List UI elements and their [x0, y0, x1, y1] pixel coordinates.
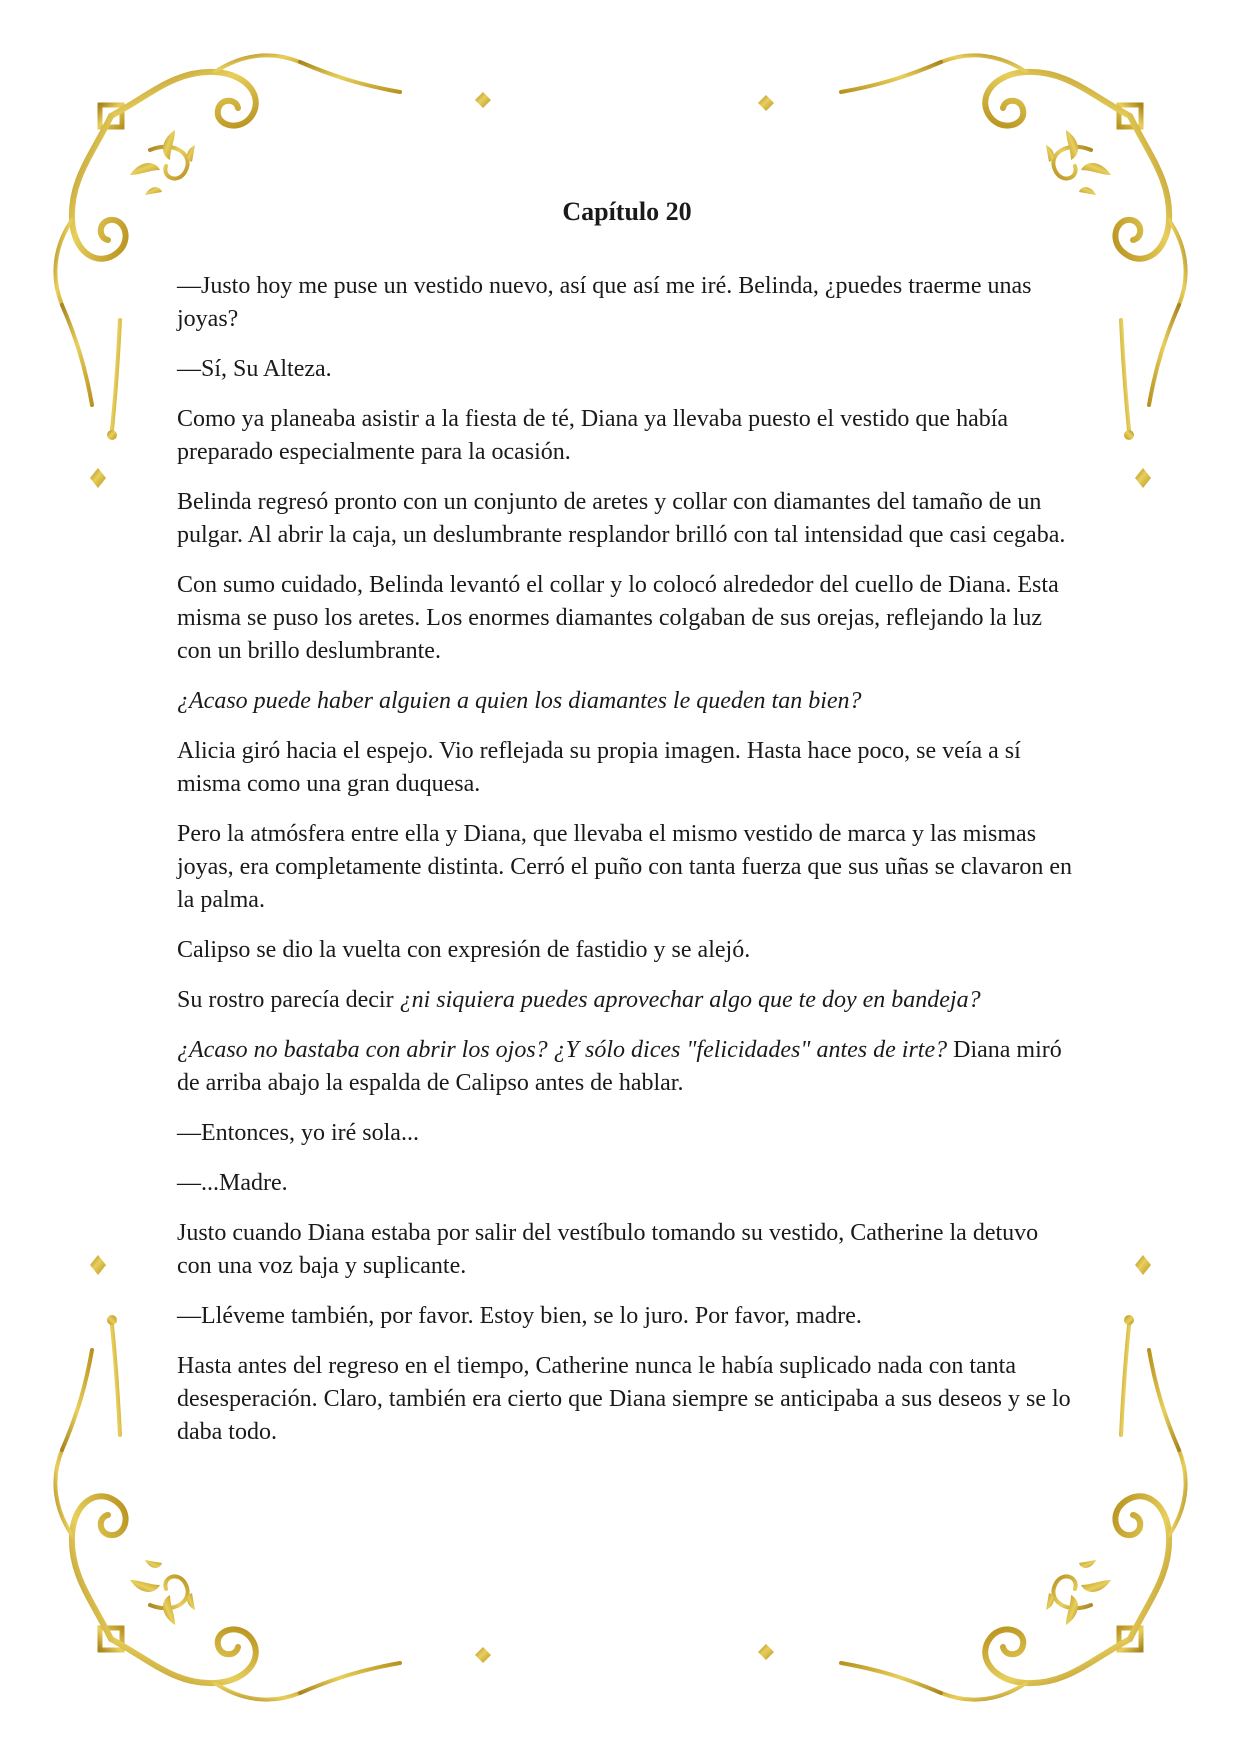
text-run: —...Madre.: [177, 1170, 288, 1196]
text-run: —Justo hoy me puse un vestido nuevo, así que así me iré. Belinda, ¿puedes traerme unas joyas?: [177, 273, 1032, 332]
text-run: Como ya planeaba asistir a la fiesta de té, Diana ya llevaba puesto el vestido que había preparado especialmente para la ocasión.: [177, 406, 1009, 465]
paragraph: [177, 1117, 1077, 1150]
italic-text: ¿ni siquiera puedes aprovechar algo que te doy en bandeja?: [399, 987, 981, 1013]
text-run: Su rostro parecía decir: [177, 987, 400, 1013]
paragraph: [177, 818, 1077, 917]
text-run: Alicia giró hacia el espejo. Vio reflejada su propia imagen. Hasta hace poco, se veía a sí misma como una gran duquesa.: [177, 738, 1021, 797]
text-run: Hasta antes del regreso en el tiempo, Catherine nunca le había suplicado nada con tanta desesperación. Claro, también era cierto que Diana siempre se anticipaba a sus deseos y se lo daba todo.: [177, 1353, 1071, 1445]
text-run: Calipso se dio la vuelta con expresión de fastidio y se alejó.: [177, 937, 751, 963]
bottom-edge-ornament: [400, 1644, 841, 1663]
text-run: —Lléveme también, por favor. Estoy bien, se lo juro. Por favor, madre.: [177, 1303, 862, 1329]
paragraph: [177, 735, 1077, 801]
text-run: —Entonces, yo iré sola...: [177, 1120, 419, 1146]
italic-text: ¿Acaso puede haber alguien a quien los diamantes le queden tan bien?: [177, 688, 862, 714]
paragraph: [177, 403, 1077, 469]
text-run: Con sumo cuidado, Belinda levantó el collar y lo colocó alrededor del cuello de Diana. Esta misma se puso los aretes. Los enormes diamantes colgaban de sus orejas, reflejando la luz con un brillo deslumbrante.: [177, 572, 1059, 664]
paragraph: [177, 1034, 1077, 1100]
left-edge-ornament: [90, 468, 106, 1275]
paragraph: [177, 569, 1077, 668]
paragraph: [177, 1217, 1077, 1283]
paragraph: [177, 984, 1077, 1017]
paragraph: [177, 270, 1077, 336]
text-run: —Sí, Su Alteza.: [177, 356, 332, 382]
text-run: Diana miró de arriba abajo la espalda de Calipso antes de hablar.: [177, 1037, 1062, 1096]
paragraph: [177, 1167, 1077, 1200]
paragraph: [177, 486, 1077, 552]
paragraph: [177, 353, 1077, 386]
chapter-content: [177, 195, 1077, 1449]
text-run: Pero la atmósfera entre ella y Diana, que llevaba el mismo vestido de marca y las mismas joyas, era completamente distinta. Cerró el puño con tanta fuerza que sus uñas se clavaron en la palma.: [177, 821, 1073, 913]
paragraph: [177, 934, 1077, 967]
paragraph: [177, 1350, 1077, 1449]
text-run: Justo cuando Diana estaba por salir del vestíbulo tomando su vestido, Catherine la detuvo con una voz baja y suplicante.: [177, 1220, 1039, 1279]
right-edge-ornament: [1135, 468, 1151, 1275]
text-run: Belinda regresó pronto con un conjunto de aretes y collar con diamantes del tamaño de un pulgar. Al abrir la caja, un deslumbrante resplandor brilló con tal intensidad que casi cegaba.: [177, 489, 1066, 548]
italic-text: ¿Acaso no bastaba con abrir los ojos? ¿Y sólo dices "felicidades" antes de irte?: [177, 1037, 948, 1063]
chapter-body: [177, 270, 1077, 1449]
paragraph: [177, 685, 1077, 718]
chapter-title: Capítulo 20: [562, 197, 692, 226]
top-edge-ornament: [400, 92, 841, 111]
paragraph: [177, 1300, 1077, 1333]
